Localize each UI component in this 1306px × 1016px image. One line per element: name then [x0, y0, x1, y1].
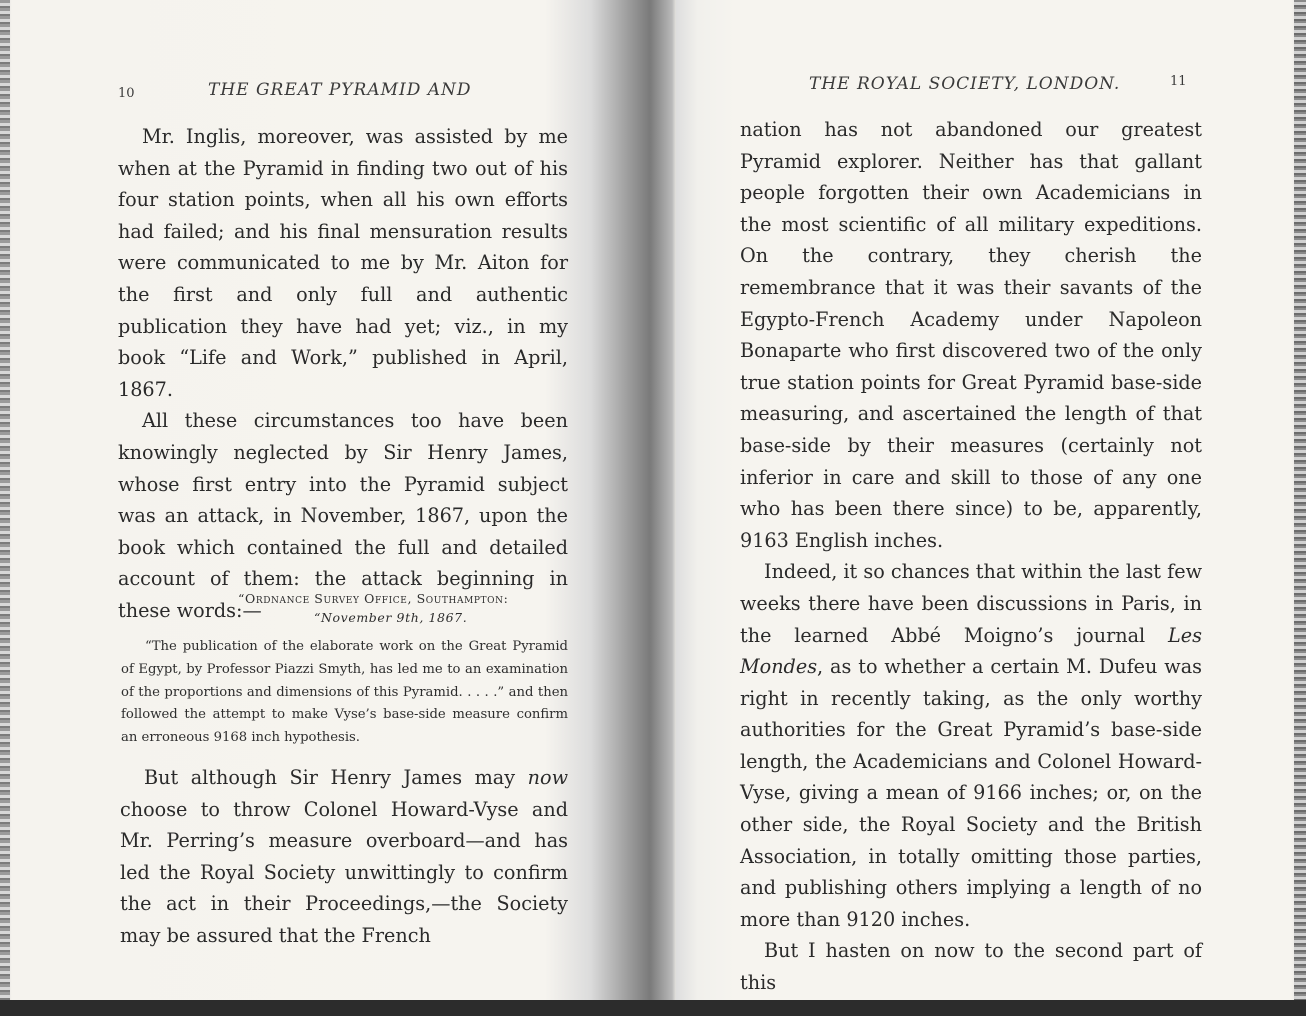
right-paragraph-2-start: Indeed, it so chances that within the last few weeks there have been discussions in Paris, in the learned Abbé Moigno’s journal: [740, 560, 1202, 647]
left-paragraph-1: Mr. Inglis, moreover, was assisted by me when at the Pyramid in finding two out of his four station points, when all his own efforts had failed; and his final mensuration results were communicated to me by Mr. Aiton for the first and only full and authentic publication they have had yet; viz., in my book “Life and Work,” published in April, 1867.: [118, 125, 568, 401]
running-head-left: THE GREAT PYRAMID AND: [208, 80, 472, 100]
right-paragraph-2-end: , as to whether a certain M. Dufeu was right in recently taking, as the only worthy authorities for the Great Pyramid’s base-side length, the Academicians and Colonel Howard-Vyse, giving a mean of 9166 inches; or, on the other side, the Royal Society and the British Association, in totally omitting those parties, and publishing others implying a length of no more than 9120 inches.: [740, 655, 1202, 931]
block-quote: “The publication of the elaborate work on the Great Pyramid of Egypt, by Professor Piazzi Smyth, has led me to an examination of the proportions and dimensions of this Pyramid. . . . .” and then followed the attempt to make Vyse’s base-side measure confirm an erroneous 9168 inch hypothesis.: [121, 639, 568, 746]
right-paragraph-1: nation has not abandoned our greatest Pyramid explorer. Neither has that gallant people forgotten their own Academicians in the most scientific of all military expeditions. On the contrary, they cherish the remembrance that it was their savants of the Egypto-French Academy under Napoleon Bonaparte who first discovered two of the only true station points for Great Pyramid base-side measuring, and ascertained the length of that base-side by their measures (certainly not inferior in care and skill to those of any one who has been there since) to be, apparently, 9163 English inches.: [740, 118, 1202, 552]
left-paragraph-3-emphasis: now: [527, 766, 568, 789]
right-paragraph-3: But I hasten on now to the second part of this: [740, 939, 1202, 995]
page-edge-right: [1294, 0, 1306, 1000]
quote-signature-date: “November 9th, 1867.: [314, 610, 468, 625]
right-body: [740, 114, 1202, 999]
left-paragraph-2: All these circumstances too have been knowingly neglected by Sir Henry James, whose first entry into the Pyramid subject was an attack, in November, 1867, upon the book which contained the full and detailed account of them: the attack beginning in these words:—: [118, 409, 568, 622]
running-head-right: THE ROYAL SOCIETY, LONDON.: [809, 74, 1121, 94]
page-number-right: 11: [1170, 74, 1187, 89]
left-paragraph-3: [120, 762, 568, 952]
page-number-left: 10: [118, 86, 135, 101]
right-paragraph-2: [740, 556, 1202, 935]
scanner-bed-edge: [0, 1000, 1306, 1016]
left-paragraph-3-start: But although Sir Henry James may: [144, 766, 528, 789]
right-paragraph-2-emphasis: Les Mondes: [740, 623, 1202, 679]
page-edge-left: [0, 0, 10, 1000]
left-body-bottom: [120, 762, 568, 952]
left-paragraph-3-end: choose to throw Colonel Howard-Vyse and Mr. Perring’s measure overboard—and has led the Royal Society unwittingly to confirm the act in their Proceedings,—the Society may be assured that the French: [120, 797, 568, 947]
quote-signature-office: “Ordnance Survey Office, Southampton:: [238, 591, 509, 606]
right-page: [676, 0, 1306, 1000]
left-body-top: [118, 121, 568, 627]
